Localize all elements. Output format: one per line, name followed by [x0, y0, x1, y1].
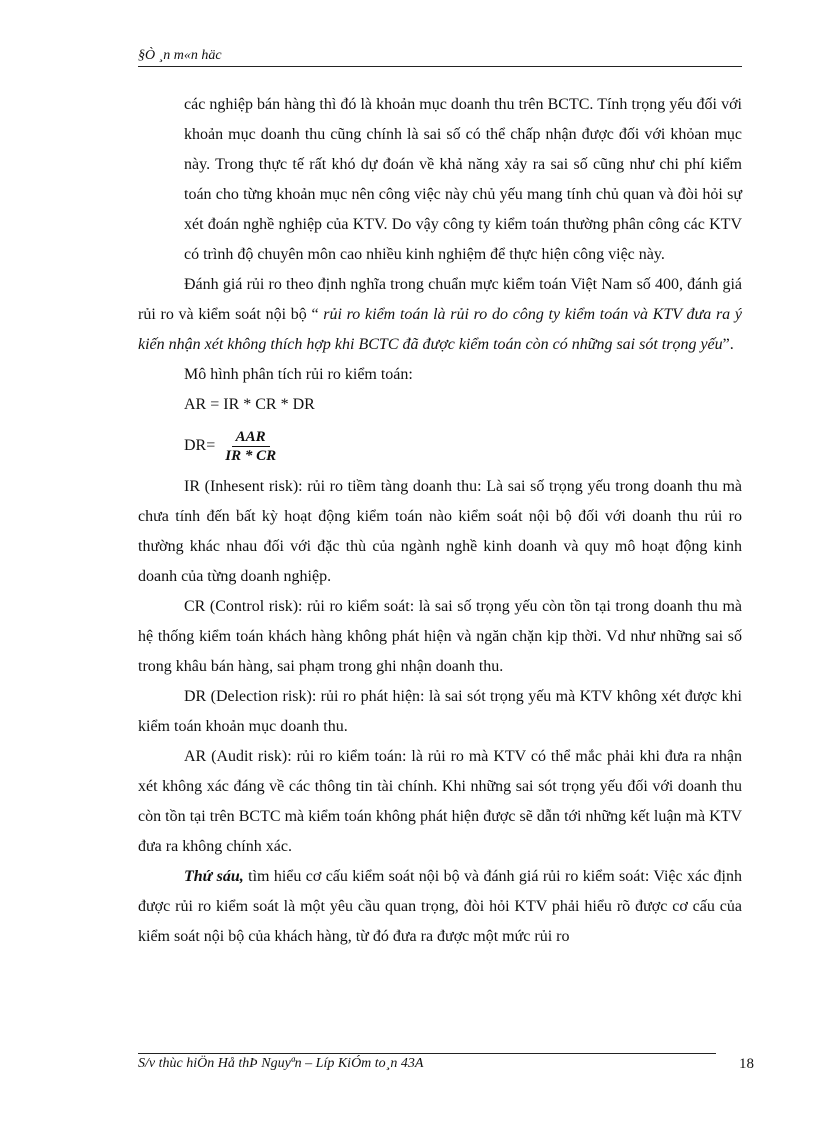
paragraph-6 — [138, 862, 742, 952]
footer-author: S/v thùc hiÖn Hå thÞ Nguyªn – Líp KiÓm to¸n 43A — [138, 1056, 424, 1071]
formula-dr-label: DR= — [184, 437, 216, 454]
paragraph-1: các nghiệp bán hàng thì đó là khoản mục doanh thu trên BCTC. Tính trọng yếu đối với khoản mục doanh thu cũng chính là sai số có thể chấp nhận được đối với khỏan mục này. Trong thực tế rất khó dự đoán về khả năng xảy ra sai số cũng như chi phí kiểm toán cho từng khoản mục nên công việc này chủ yếu mang tính chủ quan và đòi hỏi sự xét đoán nghề nghiệp của KTV. Do vậy công ty kiểm toán thường phân công các KTV có trình độ chuyên môn cao nhiều kinh nghiệm để thực hiện công việc này. — [184, 96, 742, 263]
formula-numerator: AAR — [232, 428, 270, 447]
paragraph-ar: AR (Audit risk): rủi ro kiểm toán: là rủi ro mà KTV có thể mắc phải khi đưa ra nhận xét không xác đáng về các thông tin tài chính. Khi những sai sót trọng yếu đối với doanh thu còn tồn tại trên BCTC mà kiểm toán không phát hiện được sẽ dẫn tới những kết luận mà KTV đưa ra không chính xác. — [138, 748, 742, 855]
page-footer — [138, 1056, 754, 1073]
paragraph-2-end: ”. — [722, 336, 734, 353]
formula-ar: AR = IR * CR * DR — [184, 396, 315, 413]
formula-fraction — [221, 428, 280, 465]
paragraph-ir: IR (Inhesent risk): rủi ro tiềm tàng doanh thu: Là sai số trọng yếu trong doanh thu mà chưa tính đến bất kỳ hoạt động kiểm toán nào kiểm soát nội bộ đối với doanh thu rủi ro thường khác nhau đối với đặc thù của ngành nghề kinh doanh và quy mô hoạt động kinh doanh của từng doanh nghiệp. — [138, 478, 742, 585]
formula-dr — [138, 420, 742, 472]
paragraph-6-lead: Thứ sáu, — [184, 868, 244, 885]
footer-divider — [138, 1053, 716, 1054]
paragraph-cr: CR (Control risk): rủi ro kiểm soát: là sai số trọng yếu còn tồn tại trong doanh thu mà hệ thống kiểm toán khách hàng không phát hiện và ngăn chặn kịp thời. Vd như những sai số trong khâu bán hàng, sai phạm trong ghi nhận doanh thu. — [138, 598, 742, 675]
paragraph-3: Mô hình phân tích rủi ro kiểm toán: — [184, 366, 413, 383]
page-header — [138, 48, 742, 67]
page-number: 18 — [739, 1056, 754, 1072]
paragraph-6-rest: tìm hiểu cơ cấu kiểm soát nội bộ và đánh giá rủi ro kiểm soát: Việc xác định được rủi ro kiểm soát là một yêu cầu quan trọng, đòi hỏi KTV phải hiểu rõ được cơ cấu của kiểm soát nội bộ của khách hàng, từ đó đưa ra được một mức rủi ro — [138, 868, 742, 945]
document-body — [138, 90, 742, 952]
paragraph-dr: DR (Delection risk): rủi ro phát hiện: là sai sót trọng yếu mà KTV không xét được khi kiểm toán khoản mục doanh thu. — [138, 688, 742, 735]
formula-denominator: IR * CR — [225, 447, 277, 464]
paragraph-2-start: Đánh giá rủi ro theo định nghĩa trong chuẩn mực kiểm toán Việt Nam số 400, đánh giá rủi ro và kiểm soát nội bộ “ — [138, 276, 742, 323]
paragraph-2 — [138, 270, 742, 360]
header-title: §Ò ¸n m«n häc — [138, 48, 222, 63]
paragraph-2-quote: rủi ro kiểm toán là rủi ro do công ty kiểm toán và KTV đưa ra ý kiến nhận xét không thích hợp khi BCTC đã được kiểm toán còn có những sai sót trọng yếu — [138, 306, 743, 353]
